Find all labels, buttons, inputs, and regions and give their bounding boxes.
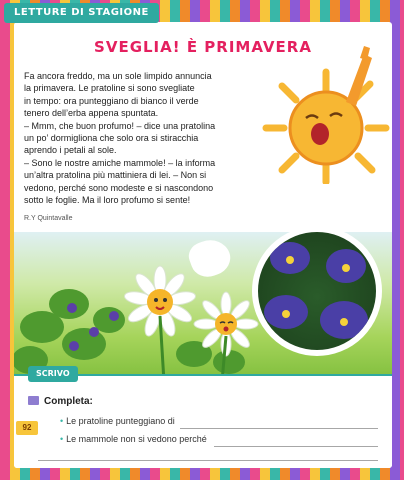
story-line: un po’ dormigliona che solo ora si stiracchia bbox=[24, 133, 199, 144]
violets-photo bbox=[252, 226, 382, 356]
answer-line[interactable] bbox=[180, 428, 378, 429]
author-credit: R.Y Quintavalle bbox=[24, 215, 73, 222]
exercise-item bbox=[60, 434, 207, 444]
story-line: tenero dell’erba appena spuntata. bbox=[24, 108, 159, 119]
answer-line[interactable] bbox=[38, 460, 378, 461]
story-line: la primavera. Le pratoline si sono svegliate bbox=[24, 83, 195, 94]
story-line: Fa ancora freddo, ma un sole limpido annuncia bbox=[24, 71, 212, 81]
page-title: SVEGLIA! È PRIMAVERA bbox=[94, 38, 312, 56]
story-line: in tempo: ora punteggiano di bianco il verde bbox=[24, 95, 199, 106]
meadow-illustration bbox=[14, 232, 392, 382]
story-text bbox=[24, 70, 256, 206]
answer-line[interactable] bbox=[214, 446, 378, 447]
instruction-marker-icon bbox=[28, 396, 39, 405]
bullet-icon: • bbox=[60, 416, 64, 426]
exercise-tab: SCRIVO bbox=[28, 366, 78, 382]
exercise-item-text: Le mammole non si vedono perché bbox=[66, 434, 207, 444]
instruction-text: Completa: bbox=[44, 396, 93, 407]
bullet-icon: • bbox=[60, 434, 64, 444]
violets-photo-svg bbox=[258, 232, 376, 350]
sun-illustration bbox=[256, 42, 392, 184]
story-line: un’altra pratolina più mattiniera di lei. – Non si bbox=[24, 170, 207, 181]
exercise-instruction bbox=[28, 396, 93, 407]
page-number: 92 bbox=[16, 421, 38, 435]
exercise-section bbox=[14, 369, 392, 468]
exercise-item-text: Le pratoline punteggiano di bbox=[66, 416, 175, 426]
story-line: sotto le foglie. Ma il loro profumo si sente! bbox=[24, 195, 191, 206]
exercise-item bbox=[60, 416, 175, 426]
story-line: – Sono le nostre amiche mammole! – la informa bbox=[24, 157, 216, 168]
section-label: LETTURE DI STAGIONE bbox=[4, 3, 159, 23]
story-line: vedono, perché sono modeste e si nascondono bbox=[24, 182, 214, 193]
story-line: – Mmm, che buon profumo! – dice una pratolina bbox=[24, 120, 216, 131]
content-panel bbox=[14, 22, 392, 468]
story-line: aprendo i petali al sole. bbox=[24, 145, 117, 156]
